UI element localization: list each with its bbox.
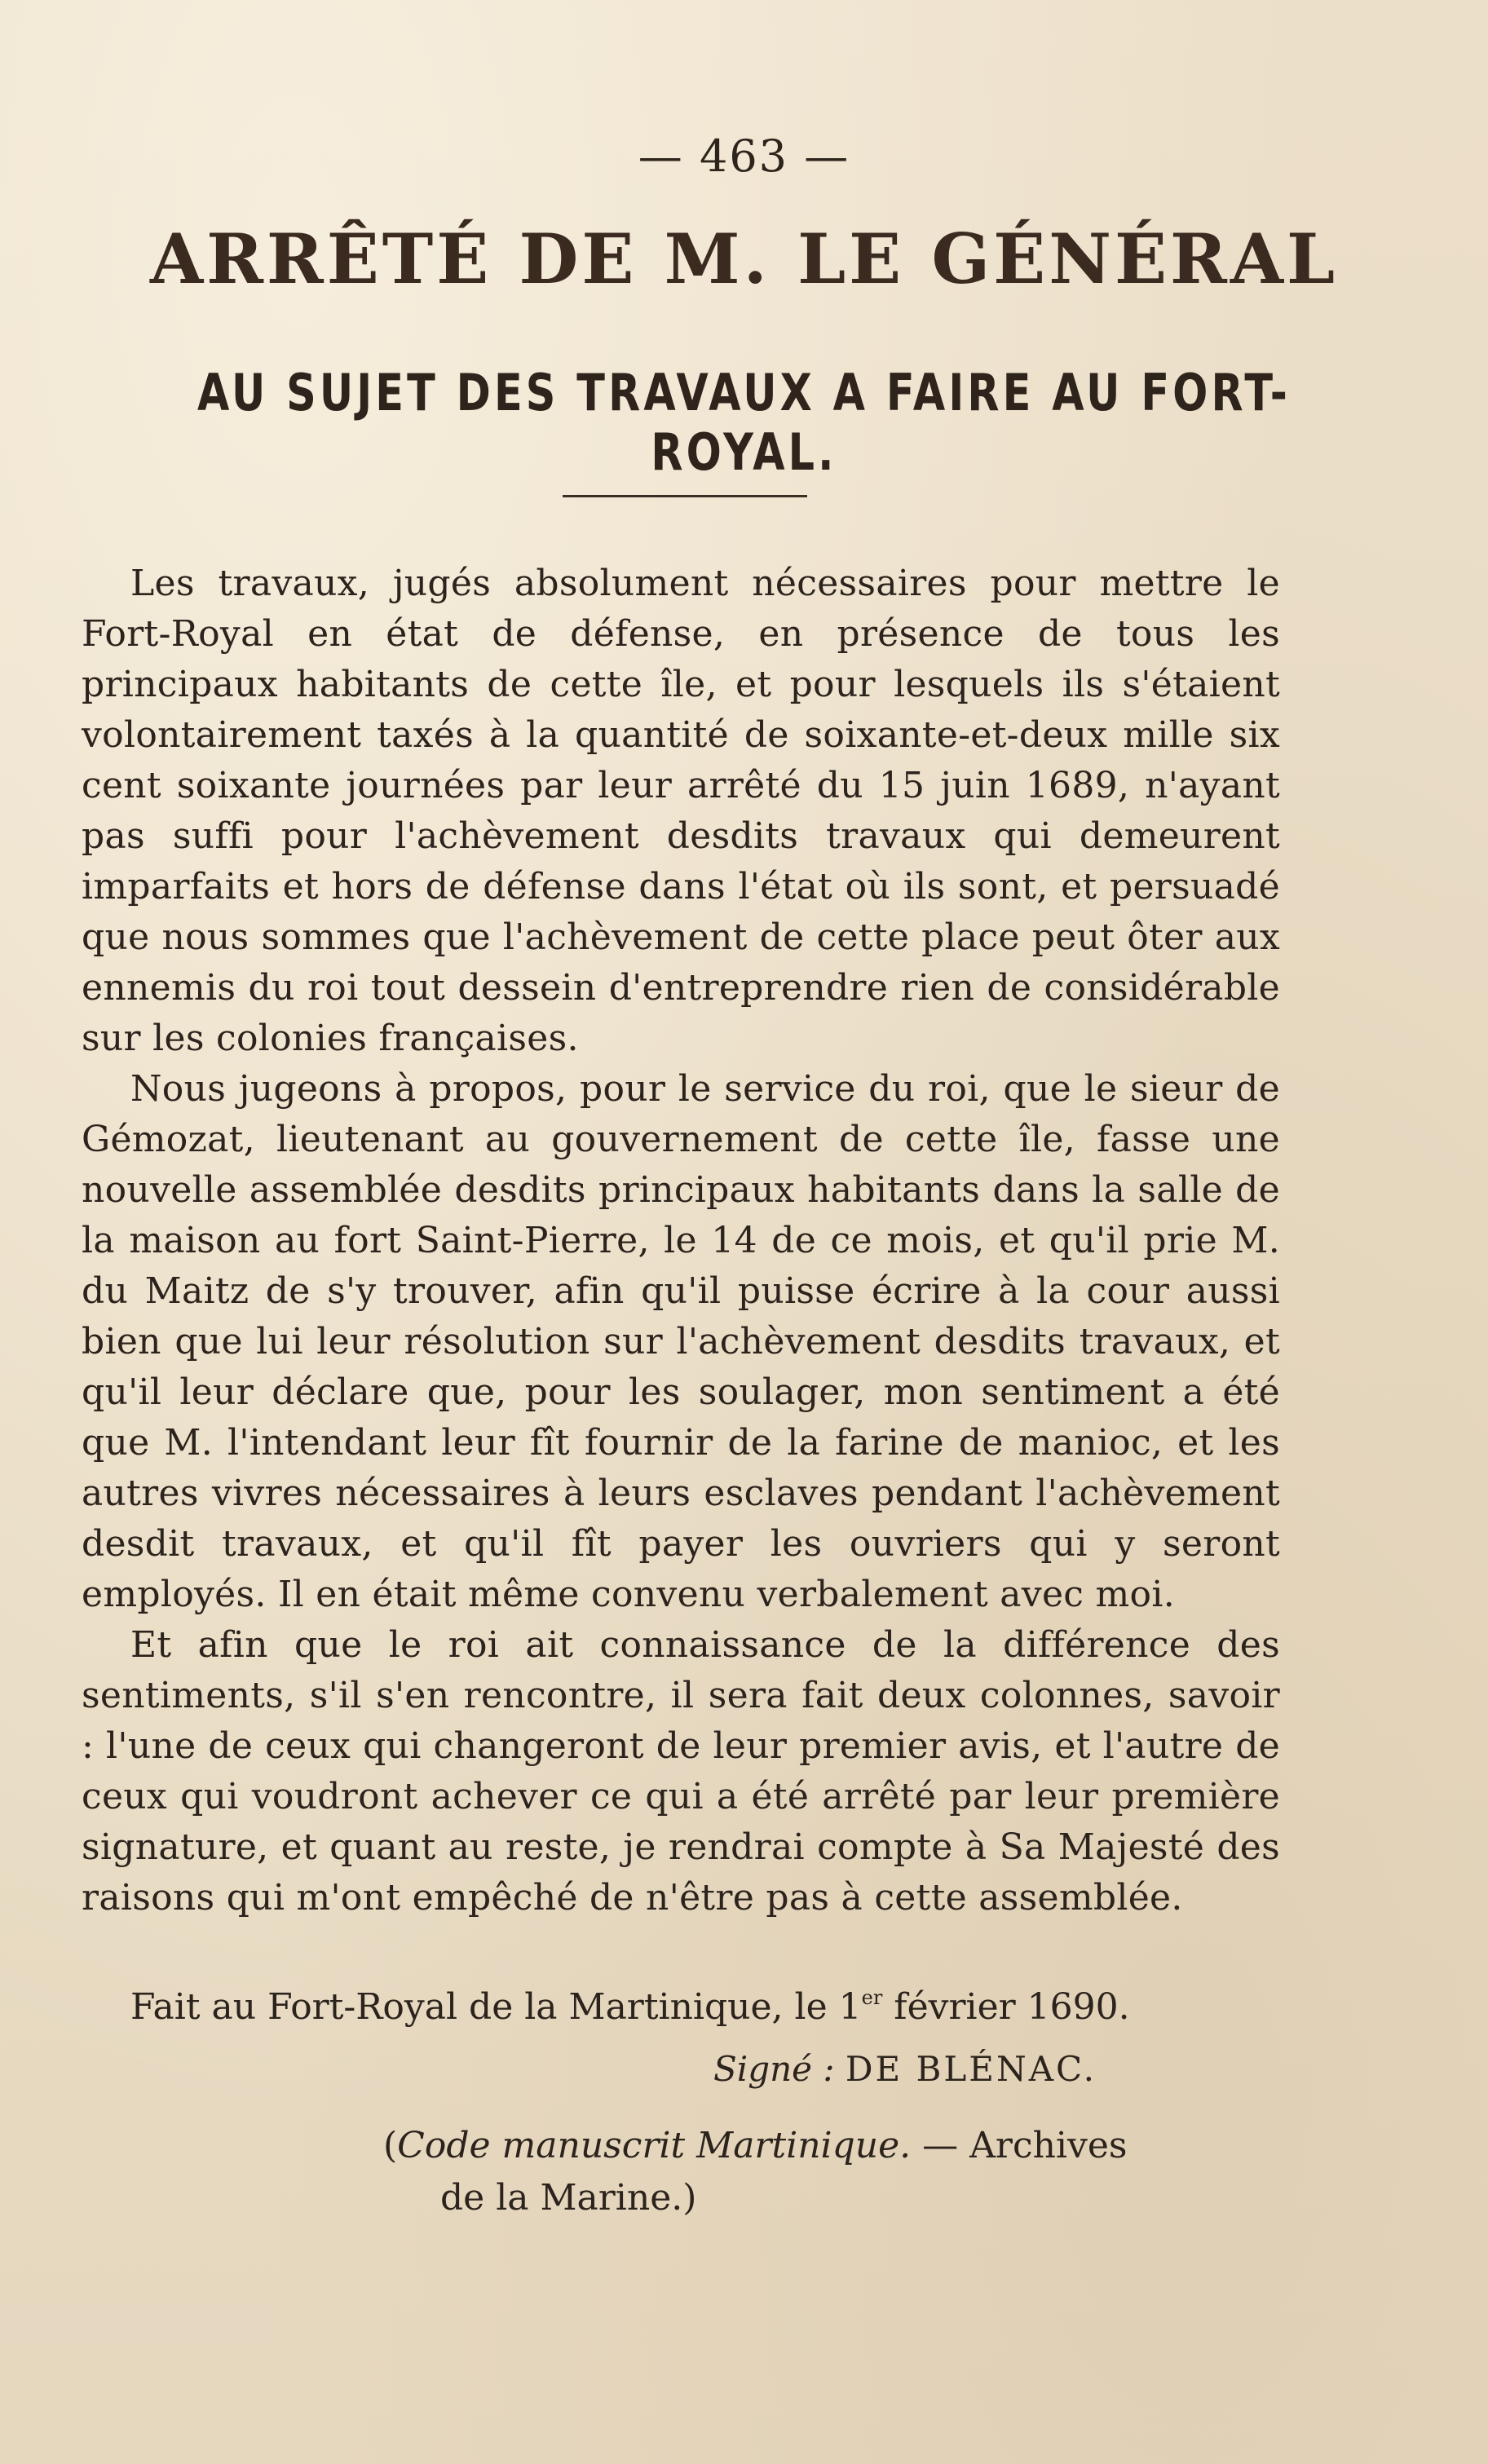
page-subtitle: AU SUJET DES TRAVAUX A FAIRE AU FORT-ROYAL. [197,363,1291,482]
source-citation [383,2120,1127,2224]
signature-name: DE BLÉNAC. [845,2049,1097,2089]
source-title: Code manuscrit Martinique. [397,2125,912,2166]
title-rule-divider [563,495,807,497]
signature-label: Signé : [713,2049,835,2089]
signature-block [713,2049,1097,2089]
page-title: ARRÊTÉ DE M. LE GÉNÉRAL [149,219,1339,299]
source-archive: — Archives [911,2125,1128,2166]
source-open-paren: ( [383,2125,398,2166]
dateline [130,1972,1130,2033]
source-line-1 [383,2120,1127,2172]
dateline-date: février 1690. [882,1986,1130,2028]
dateline-text: Fait au Fort-Royal de la Martinique, le 1 [130,1986,862,2028]
article-body [82,559,1280,1923]
paragraph-3: Et afin que le roi ait connaissance de la différence des sentiments, s'il s'en rencontre, il sera fait deux colonnes, savoir : l'une de ceux qui changeront de leur premier avis, et l'autre de ceux qui voudront achever ce qui a été arrêté par leur première signature, et quant au reste, je rendrai compte à Sa Majesté des raisons qui m'ont empêché de n'être pas à cette assemblée. [82,1624,1280,1919]
dateline-ordinal-superscript: er [861,1986,883,2009]
source-line-2: de la Marine.) [440,2177,697,2219]
page-number: — 463 — [638,130,850,182]
paragraph-1: Les travaux, jugés absolument nécessaires pour mettre le Fort-Royal en état de défense, en présence de tous les principaux habitants de cette île, et pour lesquels ils s'étaient volontairement taxés à la quantité de soixante-et-deux mille six cent soixante journées par leur arrêté du 15 juin 1689, n'ayant pas suffi pour l'achèvement desdits travaux qui demeurent imparfaits et hors de défense dans l'état où ils sont, et persuadé que nous sommes que l'achèvement de cette place peut ôter aux ennemis du roi tout dessein d'entreprendre rien de considérable sur les colonies françaises. [82,563,1280,1059]
paragraph-2: Nous jugeons à propos, pour le service du roi, que le sieur de Gémozat, lieutenant au gouvernement de cette île, fasse une nouvelle assemblée desdits principaux habitants dans la salle de la maison au fort Saint-Pierre, le 14 de ce mois, et qu'il prie M. du Maitz de s'y trouver, afin qu'il puisse écrire à la cour aussi bien que lui leur résolution sur l'achèvement desdits travaux, et qu'il leur déclare que, pour les soulager, mon sentiment a été que M. l'intendant leur fît fournir de la farine de manioc, et les autres vivres nécessaires à leurs esclaves pendant l'achèvement desdit travaux, et qu'il fît payer les ouvriers qui y seront employés. Il en était même convenu verbalement avec moi. [82,1068,1280,1615]
